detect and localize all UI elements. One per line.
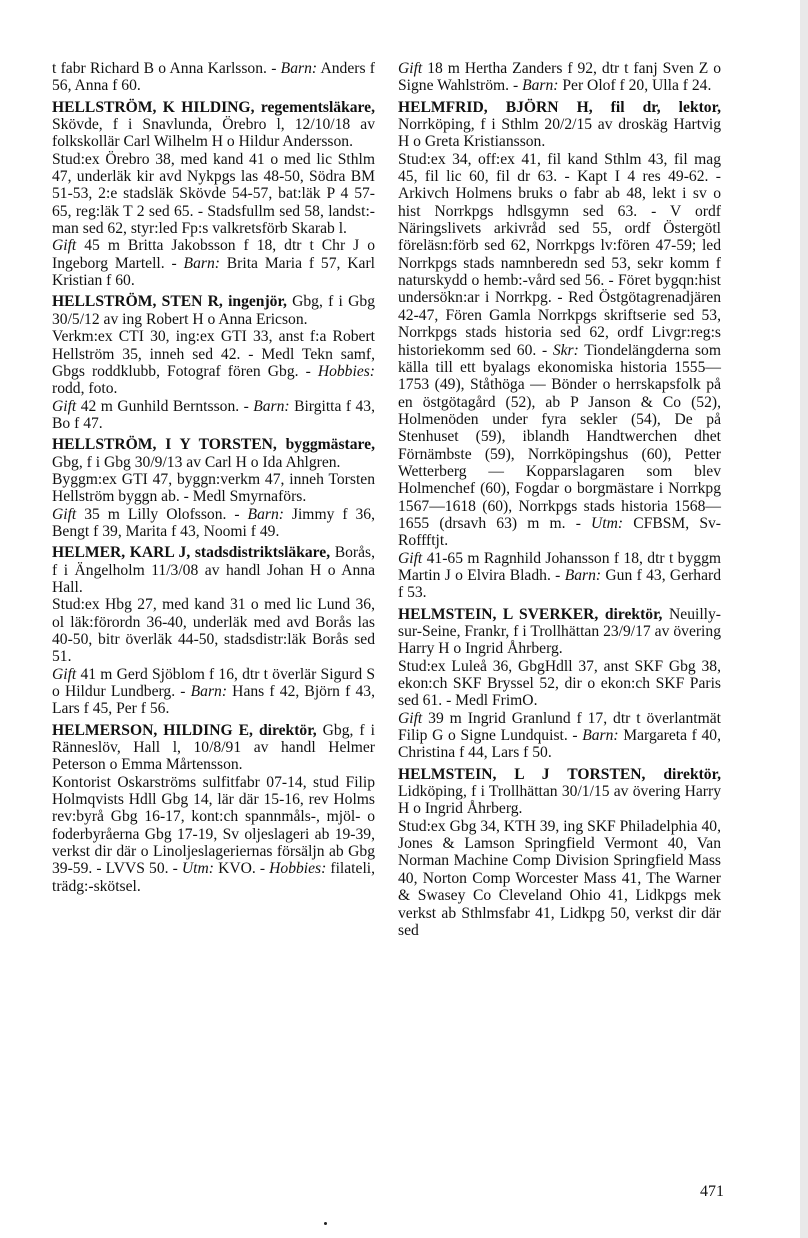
entry-name: HELMER, KARL J, stadsdistriktsläkare, <box>52 544 331 562</box>
entry-name: HELLSTRÖM, I Y TORSTEN, byggmästare, <box>52 436 375 454</box>
biography-entry-hellstrom-sten-r <box>52 293 375 432</box>
entry-text: 45 m Britta Jakobsson f 18, dtr t Chr J o Ingeborg Martell. - <box>52 237 375 272</box>
entry-text: Skövde, f i Snavlunda, Örebro l, 12/10/18 av folkskollär Carl Wilhelm H o Hildur Andersson. <box>52 116 375 151</box>
field-label: Barn: <box>253 397 290 415</box>
entry-paragraph <box>52 60 375 95</box>
entry-text: Gbg, f i Ränneslöv, Hall l, 10/8/91 av handl Helmer Peterson o Emma Mårtensson. <box>52 721 375 774</box>
entry-text: CFBSM, Sv-Roffftjt. <box>398 514 721 550</box>
entry-heading-paragraph <box>398 606 721 658</box>
entry-paragraph <box>398 151 721 550</box>
entry-text: Jimmy f 36, Bengt f 39, Marita f 43, Noomi f 49. <box>52 505 375 540</box>
entry-text: Gbg, f i Gbg 30/9/13 av Carl H o Ida Ahlgren. <box>52 453 341 471</box>
entry-text: Stud:ex 34, off:ex 41, fil kand Sthlm 43, fil mag 45, fil lic 60, fil dr 63. - Kapt I 4 res 49-62. - Arkivch Holmens bruks o fabr ab 48, lekt i sv o hist Norrkpgs hdlsgymn sed 63. - V ordf Näringslivets arkivråd sed 55, ordf Östergötl föreläsn:förb sed 62, Norrkpgs lv:fören 47-59; led Norrkpgs stads namnberedn sed 53, sekr komm f naturskydd o hemb:-vård sed 56. - Föret bygqn:hist undersökn:ar i Norrkpg. - Red Östgötagrenadjären 42-47, Fören Gamla Norrkpgs skriftserie sed 53, Norrkpgs stads historia sed 62, ordf Livgr:reg:s historiekomm sed 60. - <box>398 150 721 359</box>
field-label: Utm: <box>181 860 214 878</box>
entry-heading-paragraph <box>52 544 375 596</box>
entry-name: HELMFRID, BJÖRN H, fil dr, lektor, <box>398 98 721 116</box>
entry-text: Norrköping, f i Sthlm 20/2/15 av droskäg Hartvig H o Greta Kristiansson. <box>398 116 721 151</box>
entry-text: Stud:ex Luleå 36, GbgHdll 37, anst SKF Gbg 38, ekon:ch SKF Bryssel 52, dir o ekon:ch SKF Paris sed 61. - Medl FrimO. <box>398 657 721 710</box>
entry-paragraph <box>52 596 375 665</box>
field-label: Barn: <box>247 505 284 523</box>
entry-text: 35 m Lilly Olofsson. - <box>76 505 248 523</box>
biography-entry-cont2 <box>398 60 721 95</box>
print-speck <box>324 1222 327 1225</box>
entry-paragraph <box>398 818 721 939</box>
entry-text: Tiondelängderna som källa till ett byalags ekonomiska historia 1555—1753 (49), Ståthöga — Bönder o herrskapsfolk på en östgötagård (52), ab P Janson & Co (52), Holmenöden under fyra sekler (54), De på Stenhuset (59), iblandh Handtwerchen dhet Förnämbste (59), Norrköpingshus (60), Petter Wetterberg — Kopparslagaren som blev Holmenchef (60), Fogdar o borgmästare i Norrkpg 1567—1618 (60), Norrkpgs stads historia 1568—1655 (drsavh 63) m m. - <box>398 341 721 532</box>
entry-text: Per Olof f 20, Ulla f 24. <box>558 77 712 95</box>
entry-heading-paragraph <box>398 99 721 151</box>
entry-text: Stud:ex Gbg 34, KTH 39, ing SKF Philadelphia 40, Jones & Lamson Springfield Vermont 40, Van Norman Machine Comp Division Springfield Mass 40, Norton Comp Worcester Mass 41, The Warner & Swasey Co Cleveland Ohio 41, Lidkpgs mek verkst ab Sthlmsfabr 41, Lidkpg 50, verkst dir där sed <box>398 817 721 939</box>
entry-text: Lidköping, f i Trollhättan 30/1/15 av övering Harry H o Ingrid Åhrberg. <box>398 783 721 818</box>
field-label: Gift <box>52 397 77 415</box>
entry-text: Verkm:ex CTI 30, ing:ex GTI 33, anst f:a Robert Hellström 35, inneh sed 42. - Medl Tekn samf, Gbgs roddklubb, Fotograf fören Gbg. - <box>52 328 375 380</box>
entry-name: HELMSTEIN, L J TORSTEN, direktör, <box>398 765 721 783</box>
entry-paragraph <box>52 666 375 718</box>
biography-entry-cont <box>52 60 375 95</box>
entry-spacer <box>398 939 721 943</box>
field-label: Barn: <box>522 77 559 95</box>
field-label: Barn: <box>190 683 228 701</box>
entry-heading-paragraph <box>52 436 375 471</box>
left-column <box>52 60 375 899</box>
entry-paragraph <box>398 550 721 602</box>
field-label: Gift <box>398 60 423 77</box>
field-label: Gift <box>398 709 423 727</box>
entry-name: HELMERSON, HILDING E, direktör, <box>52 721 317 739</box>
entry-text: t fabr Richard B o Anna Karlsson. - <box>52 60 281 77</box>
biography-entry-helmerson-hilding-e <box>52 722 375 895</box>
biography-entry-helmstein-l-j-torsten <box>398 766 721 939</box>
entry-text: Stud:ex Örebro 38, med kand 41 o med lic Sthlm 47, underläk kir avd Nykpgs las 48-50, Södra BM 51-53, 2:e stadsläk Skövde 54-57, bat:läk P 4 57-65, reg:läk T 2 sed 65. - Stadsfullm sed 58, landst:-man sed 62, styr:led Fp:s valkretsförb Skarab l. <box>52 150 375 238</box>
field-label: Barn: <box>183 254 220 272</box>
entry-text: Hans f 42, Björn f 43, Lars f 45, Per f 56. <box>52 683 375 718</box>
biography-entry-helmfrid-bjorn-h <box>398 99 721 602</box>
entry-text: rodd, foto. <box>52 380 118 398</box>
entry-text: Margareta f 40, Christina f 44, Lars f 50. <box>398 727 721 762</box>
biography-entry-helmer-karl-j <box>52 544 375 717</box>
entry-heading-paragraph <box>52 293 375 328</box>
entry-paragraph <box>398 658 721 710</box>
field-label: Hobbies: <box>317 362 375 380</box>
field-label: Gift <box>398 549 423 567</box>
entry-paragraph <box>398 710 721 762</box>
entry-text: Gun f 43, Gerhard f 53. <box>398 566 722 602</box>
entry-text: 18 m Hertha Zanders f 92, dtr t fanj Sven Z o Signe Wahlström. - <box>398 60 721 95</box>
entry-text: Gbg, f i Gbg 30/5/12 av ing Robert H o Anna Ericson. <box>52 293 375 328</box>
entry-paragraph <box>52 151 375 238</box>
entry-text: Stud:ex Hbg 27, med kand 31 o med lic Lund 36, ol läk:förordn 36-40, underläk med avd Borås las 40-50, bitr överläk 44-50, stadsdistr:läk Borås sed 51. <box>52 596 375 666</box>
entry-text: Kontorist Oskarströms sulfitfabr 07-14, stud Filip Holmqvists Hdll Gbg 14, lär där 15-16, rev Holms rev:byrå Gbg 16-17, kont:ch spannmåls-, mjöl- o foderbyråerna Gbg 17-19, Sv oljeslageri ab 19-39, verkst dir där o Linoljeslageriernas försäljn ab Gbg 39-59. - LVVS 50. - <box>52 773 375 878</box>
biography-entry-hellstrom-i-y-torsten <box>52 436 375 540</box>
right-column <box>398 60 721 943</box>
entry-text: 41-65 m Ragnhild Johansson f 18, dtr t byggm Martin J o Elvira Bladh. - <box>398 549 721 584</box>
field-label: Skr: <box>552 341 579 359</box>
entry-text: 42 m Gunhild Berntsson. - <box>76 397 254 415</box>
entry-paragraph <box>52 398 375 433</box>
field-label: Barn: <box>582 727 619 745</box>
entry-paragraph <box>52 774 375 895</box>
field-label: Hobbies: <box>269 860 327 878</box>
page-number: 471 <box>700 1183 724 1200</box>
field-label: Barn: <box>564 566 602 584</box>
entry-heading-paragraph <box>52 99 375 151</box>
entry-text: 41 m Gerd Sjöblom f 16, dtr t överlär Sigurd S o Hildur Lundberg. - <box>52 665 375 701</box>
field-label: Gift <box>52 665 77 683</box>
entry-name: HELMSTEIN, L SVERKER, direktör, <box>398 605 663 623</box>
entry-heading-paragraph <box>52 722 375 774</box>
entry-text: Brita Maria f 57, Karl Kristian f 60. <box>52 254 375 290</box>
field-label: Barn: <box>280 60 318 77</box>
entry-text: filateli, trädg:-skötsel. <box>52 860 376 895</box>
entry-text: Birgitta f 43, Bo f 47. <box>52 397 375 432</box>
field-label: Gift <box>52 505 77 523</box>
entry-paragraph <box>398 60 721 95</box>
entry-paragraph <box>52 237 375 289</box>
entry-text: Neuilly-sur-Seine, Frankr, f i Trollhättan 23/9/17 av övering Harry H o Ingrid Åhrberg. <box>398 605 721 658</box>
entry-name: HELLSTRÖM, K HILDING, regementsläkare, <box>52 98 375 116</box>
biography-entry-helmstein-l-sverker <box>398 606 721 762</box>
field-label: Utm: <box>591 514 624 532</box>
field-label: Gift <box>52 237 77 255</box>
biography-entry-hellstrom-k-hilding <box>52 99 375 290</box>
entry-text: Byggm:ex GTI 47, byggn:verkm 47, inneh Torsten Hellström byggn ab. - Medl Smyrnaförs. <box>52 470 375 506</box>
entry-text: KVO. - <box>213 860 270 878</box>
entry-text: Anders f 56, Anna f 60. <box>52 60 375 95</box>
entry-paragraph <box>52 506 375 541</box>
entry-paragraph <box>52 471 375 506</box>
entry-heading-paragraph <box>398 766 721 818</box>
entry-paragraph <box>52 328 375 397</box>
entry-name: HELLSTRÖM, STEN R, ingenjör, <box>52 293 287 311</box>
entry-spacer <box>52 895 375 899</box>
entry-text: 39 m Ingrid Granlund f 17, dtr t överlantmät Filip G o Signe Lundquist. - <box>398 709 721 745</box>
page-edge-shadow <box>800 0 808 1238</box>
entry-text: Borås, f i Ängelholm 11/3/08 av handl Johan H o Anna Hall. <box>52 544 375 596</box>
